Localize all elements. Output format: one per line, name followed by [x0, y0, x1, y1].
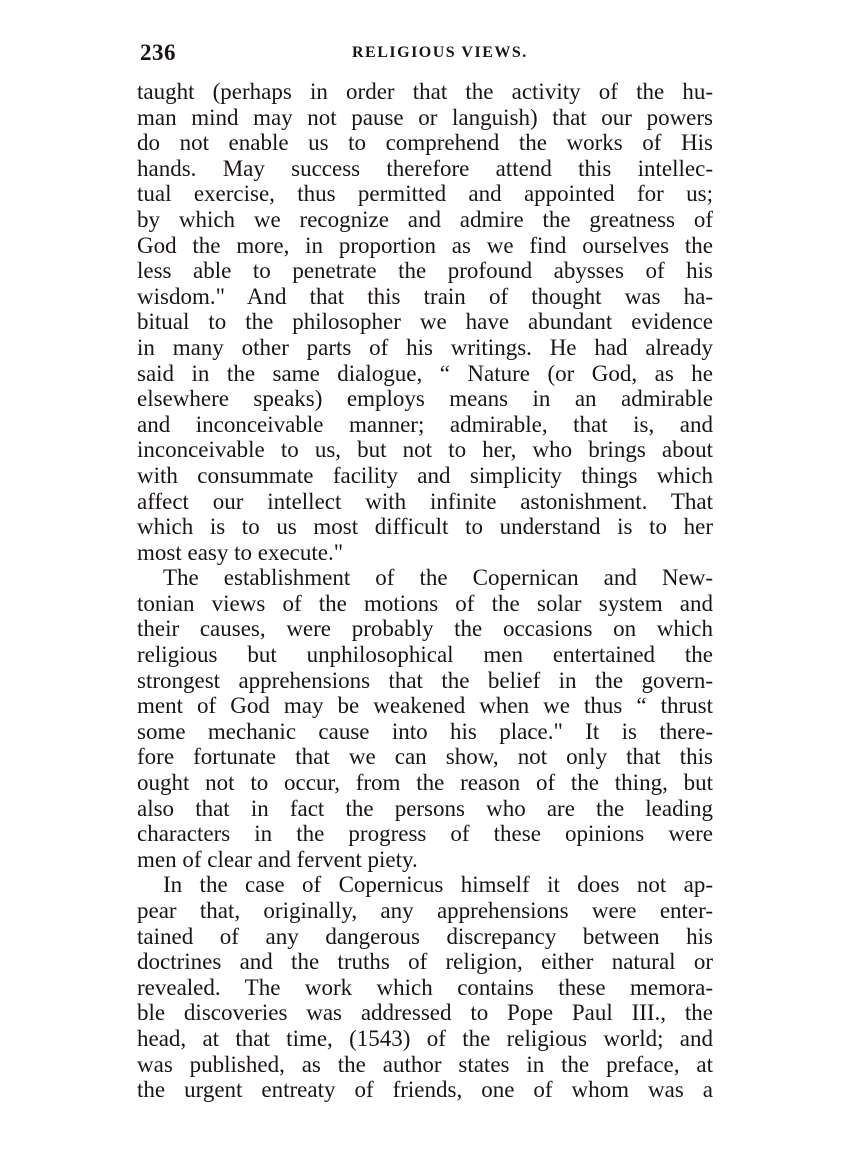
text-line: hands. May success therefore attend this intellec- [137, 155, 713, 181]
text-line: do not enable us to comprehend the works of His [137, 130, 713, 156]
text-line: affect our intellect with infinite astonishment. That [137, 488, 713, 514]
text-line: elsewhere speaks) employs means in an admirable [137, 386, 713, 412]
text-line: their causes, were probably the occasions on which [137, 616, 713, 642]
text-line: tual exercise, thus permitted and appointed for us; [137, 181, 713, 207]
text-line: the urgent entreaty of friends, one of whom was a [137, 1077, 713, 1103]
text-line: inconceivable to us, but not to her, who brings about [137, 437, 713, 463]
text-line: less able to penetrate the profound abysses of his [137, 258, 713, 284]
text-line: fore fortunate that we can show, not only that this [137, 744, 713, 770]
text-line: also that in fact the persons who are the leading [137, 795, 713, 821]
text-line: with consummate facility and simplicity things which [137, 462, 713, 488]
text-line: by which we recognize and admire the greatness of [137, 206, 713, 232]
text-line: doctrines and the truths of religion, either natural or [137, 949, 713, 975]
paragraph-start-line: The establishment of the Copernican and New- [163, 565, 713, 591]
text-line: taught (perhaps in order that the activity of the hu- [137, 79, 713, 104]
text-line: ment of God may be weakened when we thus “ thrust [137, 693, 713, 719]
text-line: bitual to the philosopher we have abundant evidence [137, 309, 713, 335]
paragraph-end-line: most easy to execute." [137, 539, 344, 565]
text-line: ble discoveries was addressed to Pope Paul III., the [137, 1000, 713, 1026]
page-number: 236 [140, 40, 176, 65]
text-line: wisdom." And that this train of thought was ha- [137, 283, 713, 309]
text-line: which is to us most difficult to understand is to her [137, 514, 713, 540]
text-line: characters in the progress of these opinions were [137, 821, 713, 847]
running-title: RELIGIOUS VIEWS. [352, 44, 528, 61]
text-line: God the more, in proportion as we find ourselves the [137, 232, 713, 258]
text-line: religious but unphilosophical men entertained the [137, 642, 713, 668]
body-text [137, 79, 713, 1103]
paragraph-start-line: In the case of Copernicus himself it does not ap- [163, 872, 713, 898]
text-line: pear that, originally, any apprehensions were enter- [137, 898, 713, 923]
text-line: in many other parts of his writings. He had already [137, 334, 713, 360]
running-head [140, 40, 712, 70]
paragraph-end-line: men of clear and fervent piety. [137, 846, 418, 872]
text-line: some mechanic cause into his place." It is there- [137, 718, 713, 744]
text-line: head, at that time, (1543) of the religious world; and [137, 1025, 713, 1051]
text-line: tonian views of the motions of the solar system and [137, 590, 713, 616]
text-line: was published, as the author states in the preface, at [137, 1051, 713, 1077]
text-line: ought not to occur, from the reason of the thing, but [137, 770, 713, 796]
text-line: and inconceivable manner; admirable, that is, and [137, 411, 713, 437]
text-line: strongest apprehensions that the belief in the govern- [137, 667, 713, 693]
text-line: tained of any dangerous discrepancy between his [137, 923, 713, 949]
text-line: revealed. The work which contains these memora- [137, 974, 713, 1000]
text-line: man mind may not pause or languish) that our powers [137, 104, 713, 130]
text-line: said in the same dialogue, “ Nature (or God, as he [137, 360, 713, 386]
